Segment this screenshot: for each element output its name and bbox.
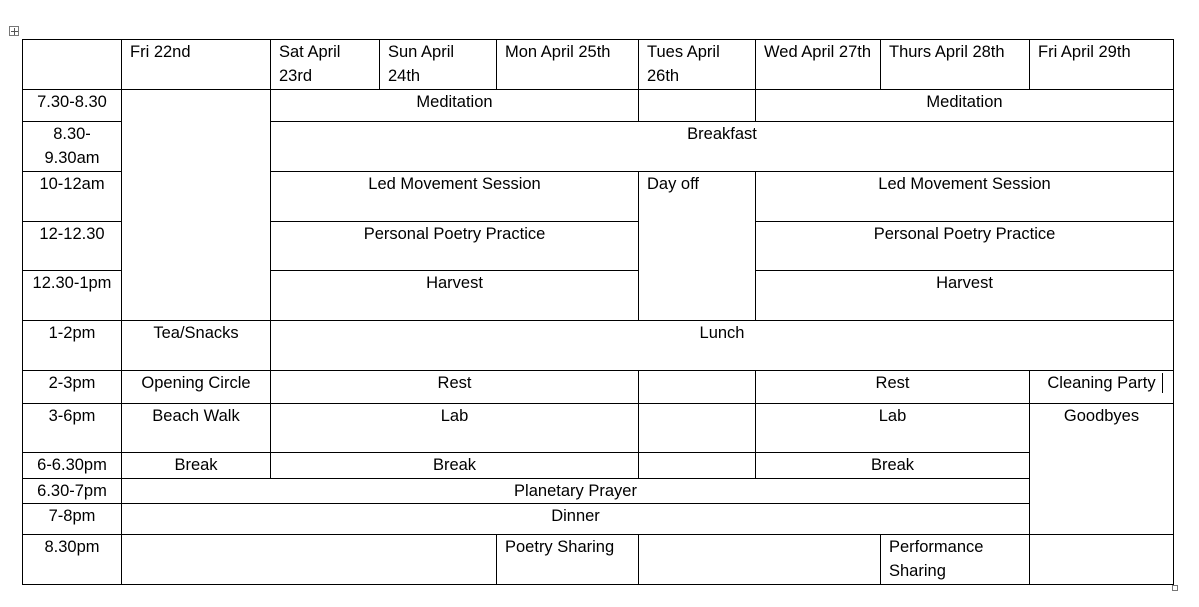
event-cell[interactable]: Goodbyes bbox=[1030, 404, 1174, 535]
event-cell[interactable]: Lunch bbox=[271, 321, 1174, 371]
time-cell[interactable]: 12-12.30 bbox=[23, 222, 122, 271]
event-cell[interactable]: Rest bbox=[271, 371, 639, 404]
event-cell[interactable]: Harvest bbox=[271, 271, 639, 321]
day-header[interactable]: Fri 22nd bbox=[122, 40, 271, 90]
empty-cell[interactable] bbox=[639, 90, 756, 122]
time-cell[interactable]: 10-12am bbox=[23, 172, 122, 222]
event-cell[interactable]: Rest bbox=[756, 371, 1030, 404]
event-cell[interactable]: Tea/Snacks bbox=[122, 321, 271, 371]
table-row bbox=[23, 371, 1174, 404]
day-header[interactable]: Mon April 25th bbox=[497, 40, 639, 90]
time-cell[interactable]: 2-3pm bbox=[23, 371, 122, 404]
event-cell[interactable]: Poetry Sharing bbox=[497, 535, 639, 585]
event-cell[interactable]: Break bbox=[756, 453, 1030, 479]
text-cursor bbox=[1162, 373, 1163, 393]
time-cell[interactable]: 6-6.30pm bbox=[23, 453, 122, 479]
empty-cell[interactable] bbox=[639, 535, 881, 585]
schedule-table bbox=[22, 39, 1174, 585]
event-cell[interactable]: Break bbox=[122, 453, 271, 479]
event-cell[interactable]: Lab bbox=[756, 404, 1030, 453]
empty-cell[interactable] bbox=[1030, 535, 1174, 585]
time-cell[interactable]: 6.30-7pm bbox=[23, 479, 122, 504]
event-cell[interactable]: Meditation bbox=[271, 90, 639, 122]
time-cell[interactable]: 7.30-8.30 bbox=[23, 90, 122, 122]
corner-cell[interactable] bbox=[23, 40, 122, 90]
empty-cell[interactable] bbox=[639, 371, 756, 404]
event-cell[interactable]: Day off bbox=[639, 172, 756, 321]
event-cell[interactable]: Breakfast bbox=[271, 122, 1174, 172]
table-resize-handle[interactable] bbox=[1172, 585, 1178, 591]
empty-cell[interactable] bbox=[639, 453, 756, 479]
day-header[interactable]: Sun April 24th bbox=[380, 40, 497, 90]
event-label: Cleaning Party bbox=[1047, 374, 1156, 392]
table-row bbox=[23, 504, 1174, 535]
day-header[interactable]: Thurs April 28th bbox=[881, 40, 1030, 90]
event-cell[interactable]: Meditation bbox=[756, 90, 1174, 122]
time-cell[interactable]: 7-8pm bbox=[23, 504, 122, 535]
event-cell[interactable]: Harvest bbox=[756, 271, 1174, 321]
header-row bbox=[23, 40, 1174, 90]
empty-cell[interactable] bbox=[122, 535, 497, 585]
table-row bbox=[23, 321, 1174, 371]
event-cell[interactable]: Performance Sharing bbox=[881, 535, 1030, 585]
time-cell[interactable]: 12.30-1pm bbox=[23, 271, 122, 321]
event-cell[interactable] bbox=[1030, 371, 1174, 404]
time-cell[interactable]: 8.30-9.30am bbox=[23, 122, 122, 172]
event-cell[interactable]: Dinner bbox=[122, 504, 1030, 535]
day-header[interactable]: Sat April 23rd bbox=[271, 40, 380, 90]
day-header[interactable]: Tues April 26th bbox=[639, 40, 756, 90]
table-row bbox=[23, 535, 1174, 585]
table-move-handle[interactable] bbox=[9, 26, 19, 36]
event-cell[interactable]: Led Movement Session bbox=[271, 172, 639, 222]
table-row bbox=[23, 479, 1174, 504]
day-header[interactable]: Fri April 29th bbox=[1030, 40, 1174, 90]
event-cell[interactable]: Opening Circle bbox=[122, 371, 271, 404]
event-cell[interactable]: Led Movement Session bbox=[756, 172, 1174, 222]
empty-cell[interactable] bbox=[639, 404, 756, 453]
event-cell[interactable]: Beach Walk bbox=[122, 404, 271, 453]
event-cell[interactable]: Planetary Prayer bbox=[122, 479, 1030, 504]
event-cell[interactable]: Personal Poetry Practice bbox=[271, 222, 639, 271]
event-cell[interactable]: Lab bbox=[271, 404, 639, 453]
time-cell[interactable]: 8.30pm bbox=[23, 535, 122, 585]
time-cell[interactable]: 3-6pm bbox=[23, 404, 122, 453]
empty-cell[interactable] bbox=[122, 90, 271, 321]
time-cell[interactable]: 1-2pm bbox=[23, 321, 122, 371]
event-cell[interactable]: Personal Poetry Practice bbox=[756, 222, 1174, 271]
table-row bbox=[23, 404, 1174, 453]
table-row bbox=[23, 453, 1174, 479]
day-header[interactable]: Wed April 27th bbox=[756, 40, 881, 90]
table-row bbox=[23, 90, 1174, 122]
event-cell[interactable]: Break bbox=[271, 453, 639, 479]
